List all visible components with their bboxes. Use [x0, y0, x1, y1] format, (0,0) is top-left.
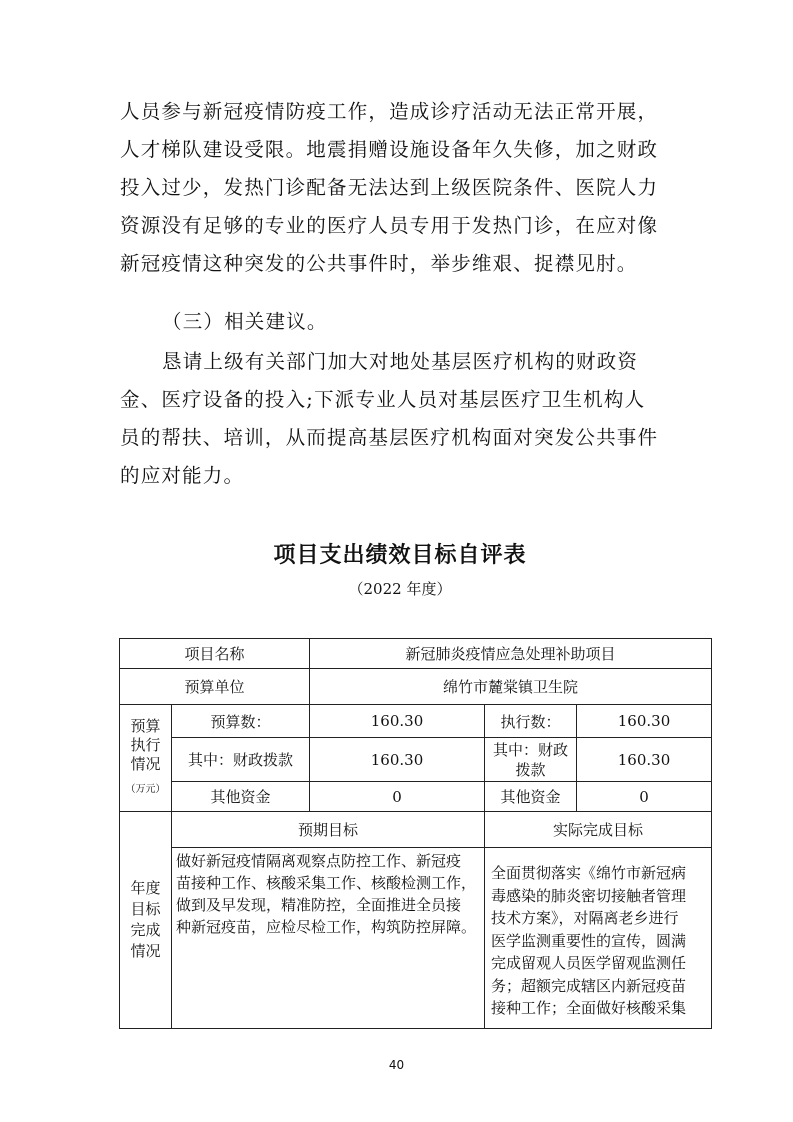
performance-table: [119, 638, 712, 1029]
text-line: 医学监测重要性的宣传，圆满: [491, 931, 687, 950]
label-line: 目标: [130, 900, 161, 918]
paragraph-line: 的应对能力。: [120, 464, 245, 487]
fiscal-exec-label: [485, 738, 577, 782]
table-row: [120, 848, 712, 1029]
other-label: 其他资金: [172, 782, 310, 812]
budget-unit-label: 预算单位: [120, 669, 310, 705]
exec-amount-value: 160.30: [577, 705, 712, 738]
text-line: 务；超额完成辖区内新冠疫苗: [491, 976, 687, 995]
paragraph-line: 投入过少，发热门诊配备无法达到上级医院条件、医院人力: [120, 176, 659, 199]
expected-goal-text: [172, 848, 485, 1029]
section-heading-wrap: [120, 303, 680, 341]
text-line: 完成留观人员医学留观监测任: [491, 954, 687, 972]
text-line: 做到及早发现，精准防控，全面推进全员接: [176, 896, 462, 914]
label-line: 年度: [130, 879, 161, 897]
paragraph-line: 资源没有足够的专业的医疗人员专用于发热门诊，在应对像: [120, 214, 659, 237]
table-row: [120, 639, 712, 669]
expected-goal-header: 预期目标: [172, 812, 485, 848]
text-line: 接种工作；全面做好核酸采集: [491, 999, 687, 1017]
budget-unit-value: 绵竹市麓棠镇卫生院: [310, 669, 712, 705]
text-line: 做好新冠疫情隔离观察点防控工作、新冠疫: [176, 852, 462, 870]
budget-amount-value: 160.30: [310, 705, 485, 738]
label-line: 情况: [130, 942, 161, 960]
table-row: [120, 782, 712, 812]
paragraph-2: [120, 343, 680, 495]
project-name-label: 项目名称: [120, 639, 310, 669]
text-line: 种新冠疫苗，应检尽检工作，构筑防控屏障。: [176, 918, 477, 936]
paragraph-line: 员的帮扶、培训，从而提高基层医疗机构面对突发公共事件: [120, 426, 659, 449]
paragraph-line: 金、医疗设备的投入;下派专业人员对基层医疗卫生机构人: [120, 388, 646, 411]
text-line: 苗接种工作、核酸采集工作、核酸检测工作，: [176, 874, 477, 892]
table-row: [120, 812, 712, 848]
table-year: （2022 年度）: [348, 580, 452, 598]
budget-exec-unit: （万元）: [125, 784, 166, 795]
table-row: [120, 669, 712, 705]
page-number: 40: [388, 1058, 405, 1072]
paragraph-1: [120, 93, 680, 283]
table-title: 项目支出绩效目标自评表: [273, 543, 527, 568]
annual-goal-label: [120, 812, 172, 1029]
table-row: [120, 738, 712, 782]
fiscal-exec-value: 160.30: [577, 738, 712, 782]
label-line: 拨款: [515, 760, 546, 779]
paragraph-line: 新冠疫情这种突发的公共事件时，举步维艰、捉襟见肘。: [120, 252, 638, 275]
label-line: 预算: [130, 717, 161, 735]
exec-amount-label: 执行数：: [485, 705, 577, 738]
text-line: 毒感染的肺炎密切接触者管理: [491, 886, 687, 905]
budget-exec-label: [120, 705, 172, 812]
other-exec-label: 其他资金: [485, 782, 577, 812]
paragraph-line: 人才梯队建设受限。地震捐赠设施设备年久失修，加之财政: [120, 138, 659, 161]
label-line: 其中：财政: [493, 740, 569, 759]
fiscal-label: 其中：财政拨款: [172, 738, 310, 782]
project-name-value: 新冠肺炎疫情应急处理补助项目: [310, 639, 712, 669]
label-line: 情况: [130, 755, 161, 773]
fiscal-value: 160.30: [310, 738, 485, 782]
actual-goal-text: [485, 848, 712, 1029]
other-exec-value: 0: [577, 782, 712, 812]
other-value: 0: [310, 782, 485, 812]
label-line: 执行: [130, 736, 161, 754]
label-line: 完成: [130, 921, 161, 939]
text-line: 技术方案》，对隔离老乡进行: [491, 909, 679, 927]
paragraph-line: 人员参与新冠疫情防疫工作，造成诊疗活动无法正常开展，: [120, 100, 659, 123]
table-row: [120, 705, 712, 738]
budget-amount-label: 预算数：: [172, 705, 310, 738]
actual-goal-header: 实际完成目标: [485, 812, 712, 848]
text-line: 全面贯彻落实《绵竹市新冠病: [491, 864, 687, 882]
section-heading: （三）相关建议。: [162, 310, 328, 333]
paragraph-line: 恳请上级有关部门加大对地处基层医疗机构的财政资: [162, 350, 639, 373]
